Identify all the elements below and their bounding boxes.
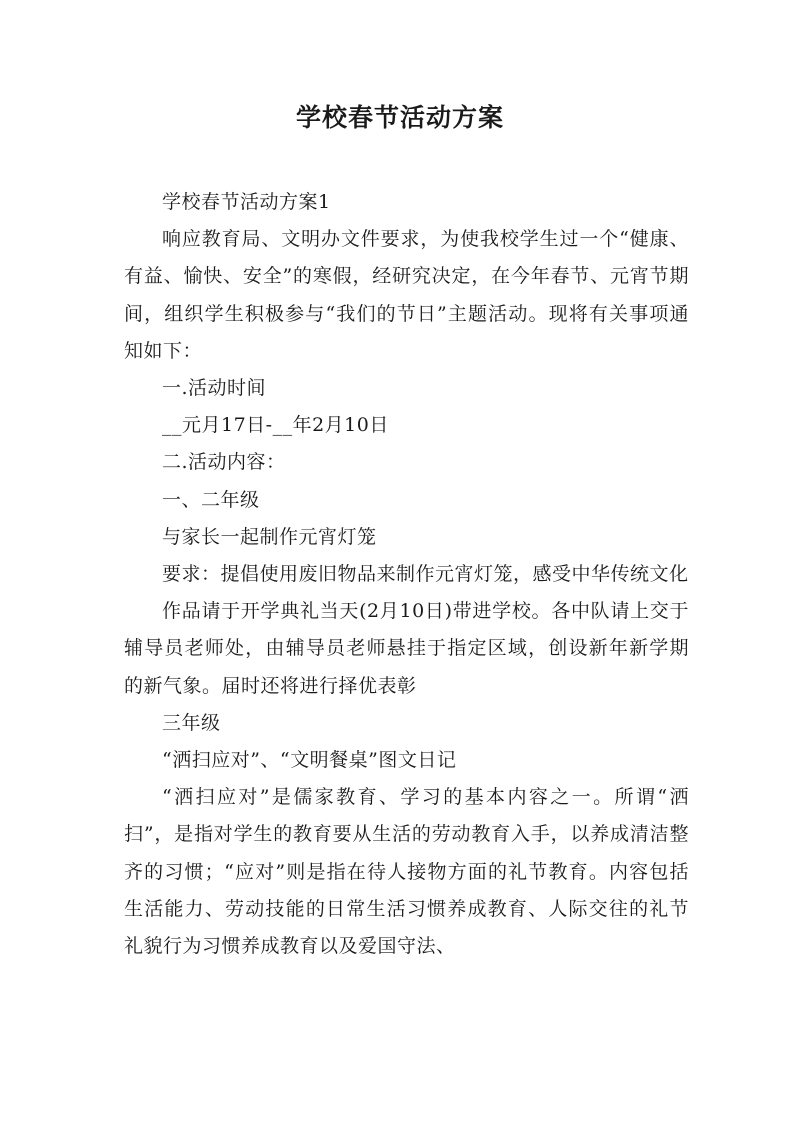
paragraph-intro: 响应教育局、文明办文件要求，为使我校学生过一个“健康、有益、愉快、安全”的寒假，经研究决定，在今年春节、元宵节期间，组织学生积极参与“我们的节日”主题活动。现将有关事项通知如下： [124, 228, 689, 362]
paragraph-grade-3: 三年级 [162, 711, 221, 734]
document-title: 学校春节活动方案 [295, 103, 504, 132]
paragraph-submission: 作品请于开学典礼当天(2月10日)带进学校。各中队请上交于辅导员老师处，由辅导员老师悬挂于指定区域，创设新年新学期的新气象。届时还将进行择优表彰 [124, 600, 689, 697]
paragraph-diary-task: “洒扫应对”、“文明餐桌”图文日记 [162, 749, 457, 772]
paragraph-section-time: 一.活动时间 [162, 377, 267, 400]
paragraph-date-range: __元月17日-__年2月10日 [162, 414, 389, 437]
document-body [124, 184, 689, 965]
paragraph-diary-description: “洒扫应对”是儒家教育、学习的基本内容之一。所谓“洒扫”，是指对学生的教育要从生活的劳动教育入手，以养成清洁整齐的习惯；“应对”则是指在待人接物方面的礼节教育。内容包括生活能力、劳动技能的日常生活习惯养成教育、人际交往的礼节礼貌行为习惯养成教育以及爱国守法、 [124, 786, 689, 958]
paragraph-grade-1-2: 一、二年级 [162, 488, 260, 511]
paragraph-section-content: 二.活动内容： [162, 451, 286, 474]
paragraph-lantern-requirement: 要求：提倡使用废旧物品来制作元宵灯笼，感受中华传统文化 [162, 563, 689, 586]
paragraph-plan-heading: 学校春节活动方案1 [162, 191, 331, 213]
paragraph-lantern-task: 与家长一起制作元宵灯笼 [162, 525, 377, 548]
